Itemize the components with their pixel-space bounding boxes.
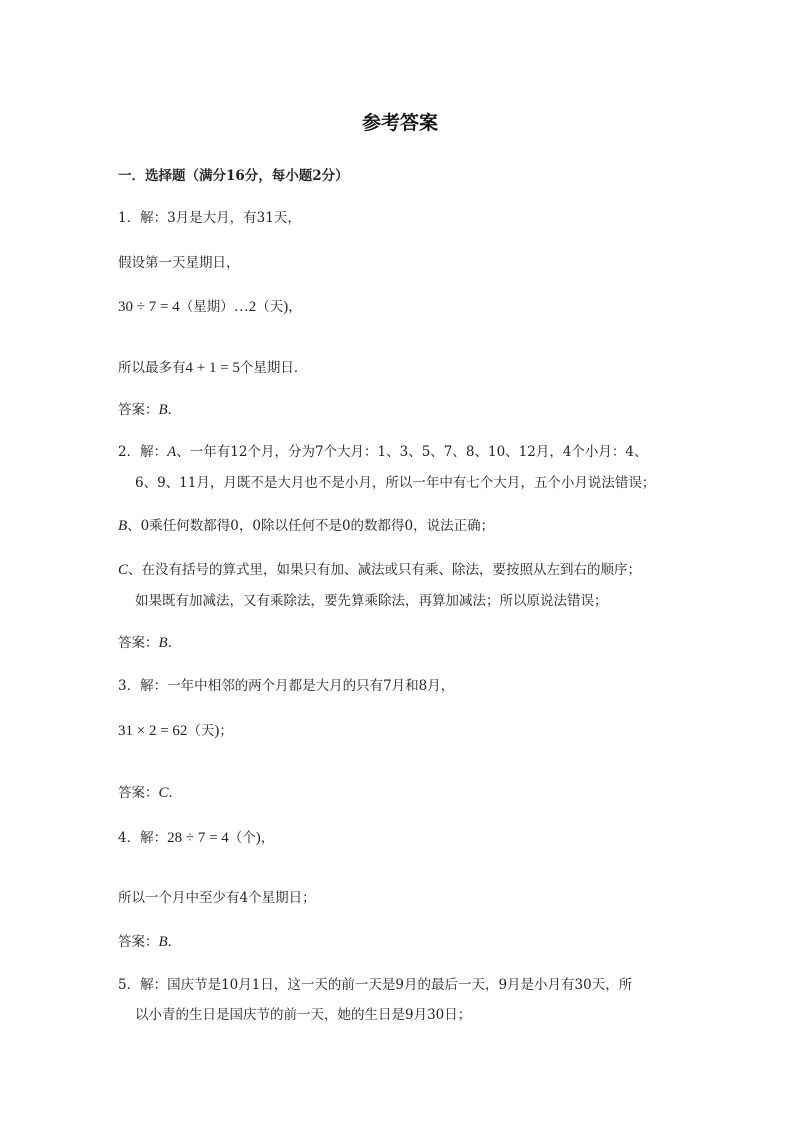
text-line	[118, 783, 182, 803]
text-line	[135, 473, 655, 493]
text-segment: 所以一个月中至少有4个星期日；	[118, 890, 316, 906]
math-expression: 28 ÷ 7 = 4	[167, 830, 229, 846]
text-segment: 个星期日．	[239, 360, 308, 376]
text-segment: 以小青的生日是国庆节的前一天，她的生日是9月30日；	[135, 1007, 472, 1023]
text-segment: ，	[288, 299, 302, 315]
math-expression: 30 ÷ 7 = 4	[118, 299, 180, 315]
text-line	[118, 721, 233, 741]
text-segment: 6、9、11月，月既不是大月也不是小月，所以一年中有七个大月，五个小月说法错误；	[135, 475, 656, 491]
text-segment: 1．解：3月是大月，有31天，	[118, 210, 301, 226]
math-expression: A	[167, 444, 177, 460]
text-segment: （天	[256, 299, 284, 315]
text-segment: 假设第一天星期日，	[118, 255, 240, 271]
text-segment: 答案：	[118, 785, 159, 801]
text-segment: 答案：	[118, 635, 159, 651]
math-expression: )	[255, 830, 261, 846]
text-line	[118, 208, 301, 228]
math-expression: C	[158, 785, 169, 801]
text-segment: ；	[219, 723, 233, 739]
text-line	[118, 828, 274, 848]
math-expression: B	[118, 518, 128, 534]
text-segment: 答案：	[118, 934, 159, 950]
text-segment: ，	[260, 830, 275, 846]
text-segment: （星期）	[179, 299, 234, 315]
math-expression: )	[214, 723, 220, 739]
math-expression: …2	[233, 299, 257, 315]
math-expression: )	[283, 299, 289, 315]
text-segment: 所以最多有	[118, 360, 186, 376]
math-expression: 31 × 2 = 62	[118, 723, 188, 739]
text-segment: ．	[167, 402, 182, 418]
text-line	[118, 297, 302, 317]
text-line	[118, 516, 494, 536]
text-line	[135, 591, 608, 611]
text-segment: （个	[228, 830, 256, 846]
math-expression: B	[158, 934, 168, 950]
text-segment: 、0乘任何数都得0，0除以任何不是0的数都得0，说法正确；	[127, 518, 495, 534]
text-segment: 2．解：	[118, 444, 168, 460]
text-segment: 答案：	[118, 402, 159, 418]
math-expression: C	[118, 562, 129, 578]
math-expression: 4 + 1 = 5	[185, 360, 240, 376]
text-segment: 、在没有括号的算式里，如果只有加、减法或只有乘、除法，要按照从左到右的顺序；	[128, 562, 642, 578]
text-line	[118, 358, 307, 378]
text-line	[118, 442, 648, 462]
text-line	[135, 1005, 471, 1025]
math-expression: B	[158, 635, 168, 651]
text-line	[118, 888, 316, 908]
text-segment: 一．选择题（满分16分，每小题2分）	[118, 168, 349, 184]
text-segment: ．	[167, 635, 182, 651]
text-line	[118, 400, 181, 420]
text-segment: ．	[167, 934, 182, 950]
text-segment: 3．解：一年中相邻的两个月都是大月的只有7月和8月，	[118, 678, 455, 694]
text-segment: （天	[187, 723, 215, 739]
text-segment: 5．解：国庆节是10月1日，这一天的前一天是9月的最后一天，9月是小月有30天，所	[118, 977, 633, 993]
text-line	[118, 932, 181, 952]
text-line	[118, 166, 349, 186]
text-line	[118, 560, 641, 580]
text-line	[118, 676, 454, 696]
text-line	[118, 253, 240, 273]
text-segment: 4．解：	[118, 830, 168, 846]
text-line	[118, 975, 632, 995]
page-title: 参考答案	[361, 112, 438, 134]
math-expression: B	[158, 402, 168, 418]
text-segment: 如果既有加减法，又有乘除法，要先算乘除法，再算加减法；所以原说法错误；	[135, 593, 608, 609]
text-segment: ．	[168, 785, 183, 801]
text-segment: 、一年有12个月，分为7个大月：1、3、5、7、8、10、12月，4个小月：4、	[176, 444, 648, 460]
text-line	[118, 633, 181, 653]
